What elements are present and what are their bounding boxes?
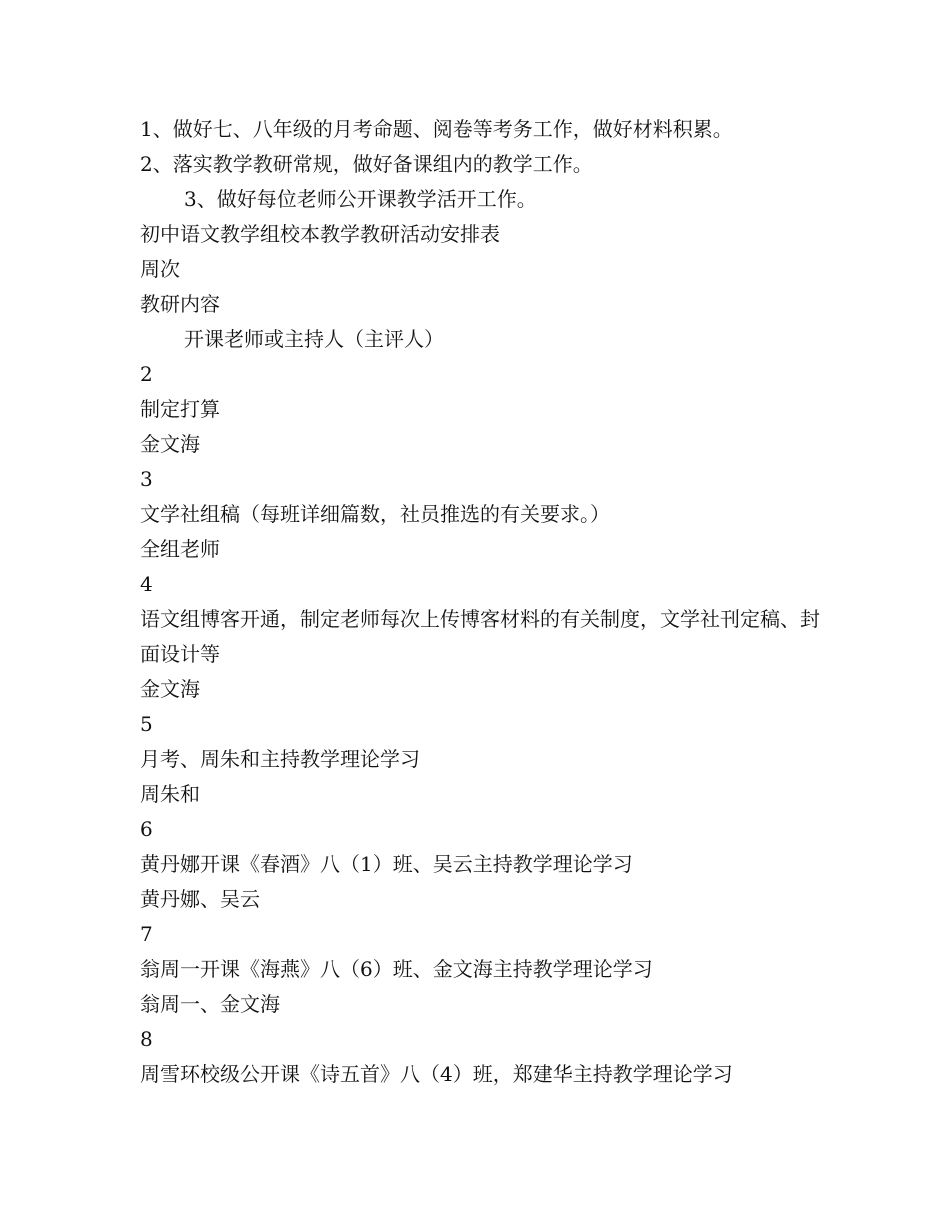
row-week: 6 <box>140 817 153 841</box>
row-host: 金文海 <box>140 432 200 456</box>
document-body <box>140 112 830 1092</box>
row-week: 4 <box>140 572 153 596</box>
row-content: 周雪环校级公开课《诗五首》八（4）班，郑建华主持教学理论学习 <box>140 1062 733 1086</box>
row-host: 周朱和 <box>140 782 200 806</box>
intro-item-2: 2、落实教学教研常规，做好备课组内的教学工作。 <box>140 152 593 176</box>
row-content: 制定打算 <box>140 397 220 421</box>
intro-item-1: 1、做好七、八年级的月考命题、阅卷等考务工作，做好材料积累。 <box>140 117 733 141</box>
row-host: 黄丹娜、吴云 <box>140 887 260 911</box>
intro-item-3: 3、做好每位老师公开课教学活开工作。 <box>184 187 537 211</box>
row-week: 7 <box>140 922 153 946</box>
row-host: 金文海 <box>140 677 200 701</box>
row-content: 黄丹娜开课《春酒》八（1）班、吴云主持教学理论学习 <box>140 852 633 876</box>
row-content: 月考、周朱和主持教学理论学习 <box>140 747 420 771</box>
row-week: 2 <box>140 362 153 386</box>
header-host: 开课老师或主持人（主评人） <box>184 327 444 351</box>
row-host: 全组老师 <box>140 537 220 561</box>
row-content: 语文组博客开通，制定老师每次上传博客材料的有关制度，文学社刊定稿、封面设计等 <box>140 607 820 666</box>
row-content: 文学社组稿（每班详细篇数，社员推选的有关要求。） <box>140 502 610 526</box>
header-content: 教研内容 <box>140 292 220 316</box>
row-week: 8 <box>140 1027 153 1051</box>
row-host: 翁周一、金文海 <box>140 992 280 1016</box>
schedule-title: 初中语文教学组校本教学教研活动安排表 <box>140 222 500 246</box>
header-week: 周次 <box>140 257 180 281</box>
row-content: 翁周一开课《海燕》八（6）班、金文海主持教学理论学习 <box>140 957 653 981</box>
row-week: 3 <box>140 467 153 491</box>
row-week: 5 <box>140 712 153 736</box>
